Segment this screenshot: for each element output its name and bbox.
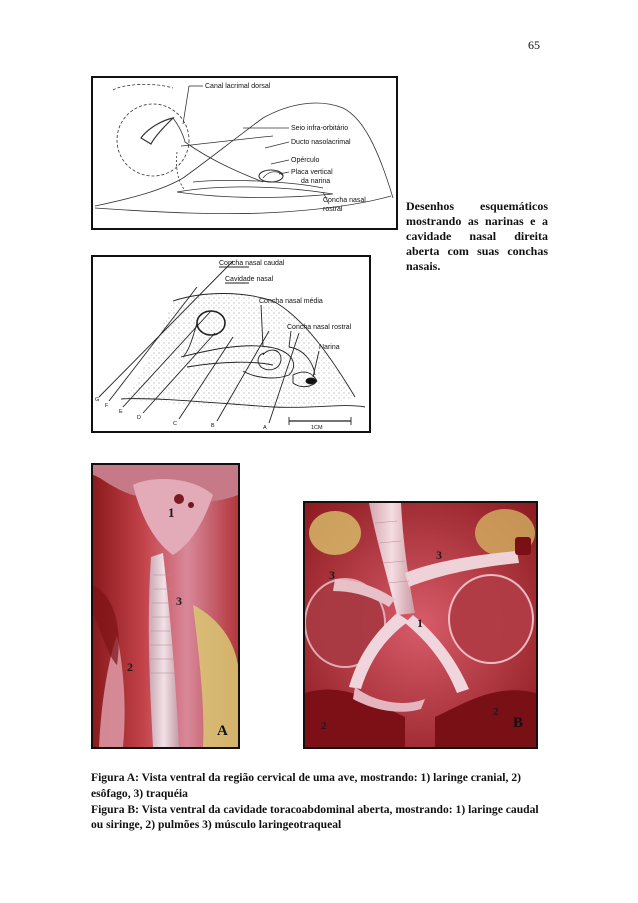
photo-b-marker-1: 1 [417, 616, 423, 630]
label-concha-nasal-rostral: Concha nasal [323, 197, 366, 204]
label-ducto-nasolacrimal: Ducto nasolacrimal [291, 139, 351, 146]
photo-b-badge: B [513, 715, 524, 731]
letter-f: F [105, 403, 109, 409]
photo-a-badge: A [217, 723, 228, 739]
caption-figure-a: Figura A: Vista ventral da região cervical de uma ave, mostrando: 1) laringe cranial, 2) esôfago, 3) traquéia [91, 771, 521, 800]
photo-b-marker-2a: 2 [493, 706, 499, 718]
photo-b-marker-3b: 3 [329, 568, 335, 582]
letter-d: D [137, 415, 141, 421]
photo-a [91, 463, 240, 749]
nasal-drawing-bottom [91, 255, 371, 433]
letter-e: E [119, 409, 123, 415]
photo-a-svg [93, 465, 238, 747]
label-concha-nasal-rostral: Concha nasal rostral [287, 324, 352, 331]
photo-b [303, 501, 538, 749]
label-placa-vertical: Placa vertical [291, 169, 333, 176]
caption-figure-b: Figura B: Vista ventral da cavidade toracoabdominal aberta, mostrando: 1) laringe caudal ou siringe, 2) pulmões 3) músculo laringeotraqueal [91, 802, 539, 832]
letter-c: C [173, 421, 177, 427]
photo-b-marker-2b: 2 [321, 720, 327, 732]
label-operculo: Opérculo [291, 157, 320, 164]
photo-b-marker-3a: 3 [436, 548, 442, 562]
photo-a-marker-1: 1 [168, 505, 175, 520]
nasal-drawing-bottom-svg [93, 257, 369, 431]
scale-label: 1CM [311, 425, 323, 431]
nasal-drawing-top [91, 76, 398, 230]
letter-b: B [211, 423, 215, 429]
label-cavidade-nasal: Cavidade nasal [225, 276, 274, 283]
label-narina: Narina [319, 344, 340, 351]
label-placa-narina: da narina [301, 178, 331, 185]
label-concha-rostral-2: rostral [323, 206, 343, 213]
drawings-caption: Desenhos esquemáticos mostrando as narinas e a cavidade nasal direita aberta com suas conchas nasais. [406, 199, 548, 273]
label-concha-nasal-media: Concha nasal média [259, 298, 323, 305]
label-concha-nasal-caudal: Concha nasal caudal [219, 260, 285, 267]
photo-a-marker-3: 3 [176, 594, 182, 608]
photo-a-marker-2: 2 [127, 660, 133, 674]
photo-b-svg [305, 503, 536, 747]
letter-a: A [263, 425, 267, 431]
label-canal-lacrimal: Canal lacrimal dorsal [205, 83, 271, 90]
label-seio-infra-orbitario: Seio infra-orbitário [291, 125, 349, 132]
page-number: 65 [528, 38, 540, 52]
figure-caption [91, 770, 551, 833]
nasal-drawing-top-svg [93, 78, 396, 228]
letter-g: G [95, 397, 100, 403]
